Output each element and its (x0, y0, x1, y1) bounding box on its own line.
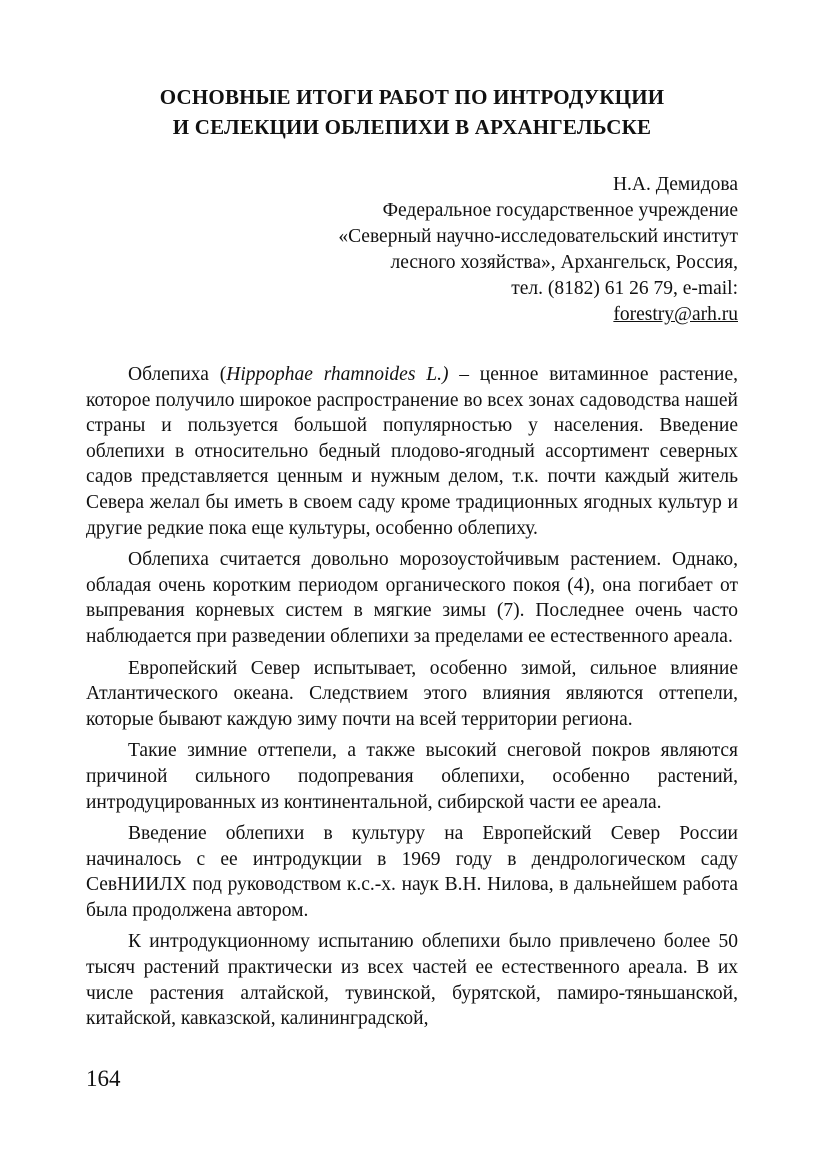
page-content (86, 82, 738, 1038)
affiliation-line-2: «Северный научно-исследовательский институт (338, 226, 738, 247)
paragraph-3: Европейский Север испытывает, особенно зимой, сильное влияние Атлантического океана. Следствием этого влияния являются оттепели, которые бывают каждую зиму почти на всей территории региона. (86, 657, 738, 730)
contact-line (86, 276, 738, 328)
page-number: 164 (86, 1066, 121, 1091)
species-name: Hippophae rhamnoides L.) (226, 364, 449, 385)
article-body (86, 362, 738, 1032)
author-name: Н.А. Демидова (612, 174, 738, 195)
title-line-1: ОСНОВНЫЕ ИТОГИ РАБОТ ПО ИНТРОДУКЦИИ (159, 85, 665, 109)
affiliation-line-1: Федеральное государственное учреждение (382, 200, 738, 221)
paragraph-1-rest: – ценное витаминное растение, которое получило широкое распространение во всех зонах садоводства нашей страны и пользуется большой популярностью у населения. Введение облепихи в относительно бедный плодово-ягодный ассортимент северных садов представляется ценным и нужным делом, т.к. почти каждый житель Севера желал бы иметь в своем саду кроме традиционных ягодных культур и другие редкие пока еще культуры, особенно облепиху. (86, 364, 739, 539)
paragraph-5: Введение облепихи в культуру на Европейский Север России начиналось с ее интродукции в 1969 году в дендрологическом саду СевНИИЛХ под руководством к.с.-х. наук В.Н. Нилова, в дальнейшем работа была продолжена автором. (86, 823, 738, 921)
email-link[interactable]: forestry@arh.ru (613, 304, 738, 325)
contact-phone: тел. (8182) 61 26 79, e-mail: (511, 278, 738, 299)
paragraph-4: Такие зимние оттепели, а также высокий снеговой покров являются причиной сильного подопревания облепихи, особенно растений, интродуцированных из континентальной, сибирской части ее ареала. (86, 740, 738, 813)
paragraph-1 (86, 362, 738, 541)
article-title (86, 82, 738, 142)
paragraph-1-start: Облепиха ( (128, 364, 227, 385)
affiliation-line-3: лесного хозяйства», Архангельск, Россия, (390, 252, 738, 273)
paragraph-6: К интродукционному испытанию облепихи было привлечено более 50 тысяч растений практически из всех частей ее естественного ареала. В их числе растения алтайской, тувинской, бурятской, памиро-тяньшанской, китайской, кавказской, калининградской, (86, 931, 738, 1030)
author-block (86, 172, 738, 328)
title-line-2: И СЕЛЕКЦИИ ОБЛЕПИХИ В АРХАНГЕЛЬСКЕ (172, 115, 652, 139)
paragraph-2: Облепиха считается довольно морозоустойчивым растением. Однако, обладая очень коротким периодом органического покоя (4), она погибает от выпревания корневых систем в мягкие зимы (7). Последнее очень часто наблюдается при разведении облепихи за пределами ее естественного ареала. (86, 549, 738, 647)
